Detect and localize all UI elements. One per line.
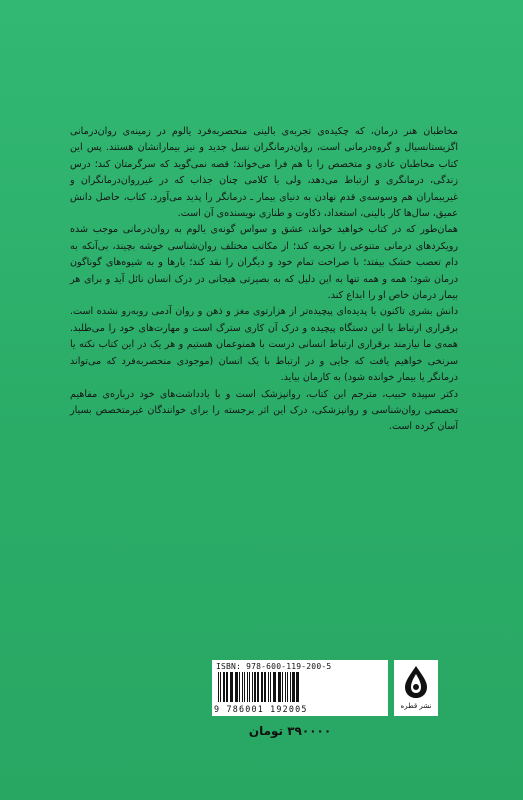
barcode-bar	[235, 672, 238, 702]
barcode-bar	[242, 672, 243, 702]
publisher-logo	[394, 660, 438, 716]
barcode-bar	[278, 672, 281, 702]
barcode-bar	[223, 672, 225, 702]
barcode-bar	[273, 672, 276, 702]
back-cover-blurb	[70, 124, 458, 436]
isbn-label: ISBN: 978-600-119-200-5	[216, 662, 332, 671]
barcode-bar	[230, 672, 233, 702]
barcode-bar	[218, 672, 219, 702]
barcode-bar	[270, 672, 271, 702]
drop-logo-icon	[400, 664, 432, 700]
barcode-bars	[216, 672, 384, 704]
barcode-bar	[247, 672, 248, 702]
barcode-bar	[239, 672, 240, 702]
blurb-paragraph-4: دکتر سپیده حبیب، مترجم این کتاب، روانپزشک است و با یادداشت‌های خود درباره‌ی مفاهیم تخصصی روان‌شناسی و روانپزشکی، درک این اثر برجسته را برای خوانندگان غیرمتخصص بسیار آسان کرده است.	[70, 388, 458, 433]
barcode-bar	[296, 672, 299, 702]
barcode-bar	[285, 672, 286, 702]
barcode-bar	[282, 672, 283, 702]
barcode-bar	[226, 672, 228, 702]
barcode-bar	[287, 672, 288, 702]
barcode-bar	[292, 672, 295, 702]
barcode-bar	[249, 672, 250, 702]
blurb-paragraph-1: مخاطبان هنر درمان، که چکیده‌ی تجربه‌ی بالینی منحصربه‌فرد یالوم در زمینه‌ی روان‌درمانی اگزیستانسیال و گروه‌درمانی است، روان‌درمانگران نسل جدید و نیز بیمارانشان هستند. پس این کتاب مخاطبان عادی و متخصص را با هم فرا می‌خواند؛ قصه نمی‌گوید که سرگرمتان کند؛ درس زندگی، درمانگری و ارتباط می‌دهد، ولی با کلامی چنان جذاب که در غیرروان‌درمانگران و غیربیماران هم وسوسه‌ی قدم نهادن به دنیای بیمار ـ درمانگر را پدید می‌آورد. کتاب، حاصل دانش عمیق، سال‌ها کار بالینی، استعداد، ذکاوت و طنازی نویسنده‌ی آن است.	[70, 126, 458, 220]
barcode-bar	[254, 672, 256, 702]
barcode-bar	[252, 672, 253, 702]
price-label: ۳۹۰۰۰۰ تومان	[248, 724, 332, 738]
barcode-bar	[264, 672, 266, 702]
barcode-digits: 9 786001 192005	[214, 704, 308, 714]
barcode-bar	[220, 672, 221, 702]
blurb-paragraph-3: دانش بشری تاکنون با پدیده‌ای پیچیده‌تر از هزارتوی مغز و ذهن و روان آدمی روبه‌رو نشده است. برقراری ارتباط با این دستگاه پیچیده و درک آن کاری سترگ است و مهارت‌های خود را می‌طلبد. همه‌ی ما نیازمند برقراری ارتباط انسانی درست با همنوعمان هستیم و هر یک در این کتاب نکته یا سرنخی خواهیم یافت که جایی و در ارتباط با یک انسان (موجودی منحصربه‌فرد که می‌تواند درمانگر یا بیمار خوانده شود) به کارمان بیاید.	[70, 306, 458, 384]
barcode-bar	[290, 672, 291, 702]
barcode-bar	[261, 672, 263, 702]
barcode-bar	[244, 672, 245, 702]
blurb-paragraph-2: همان‌طور که در کتاب خواهید خواند، عشق و سواس گونه‌ی یالوم به روان‌درمانی موجب شده رویکردهای درمانی متنوعی را تجربه کند؛ از مکاتب مختلف روان‌شناسی خوشه بچیند، بی‌آنکه به دام تعصب خشک بیفتد؛ با صراحت تمام خود و دیگران را نقد کند؛ بارها و به شیوه‌های گوناگون درمان شود؛ همه و همه تنها به این دلیل که به بصیرتی هیجانی در درک انسان نائل آید و برای هر بیمار درمان خاص او را ابداع کند.	[70, 224, 458, 302]
publisher-name: نشر قطره	[400, 702, 432, 710]
barcode-bar	[257, 672, 259, 702]
isbn-barcode	[212, 660, 388, 716]
barcode-bar	[268, 672, 269, 702]
